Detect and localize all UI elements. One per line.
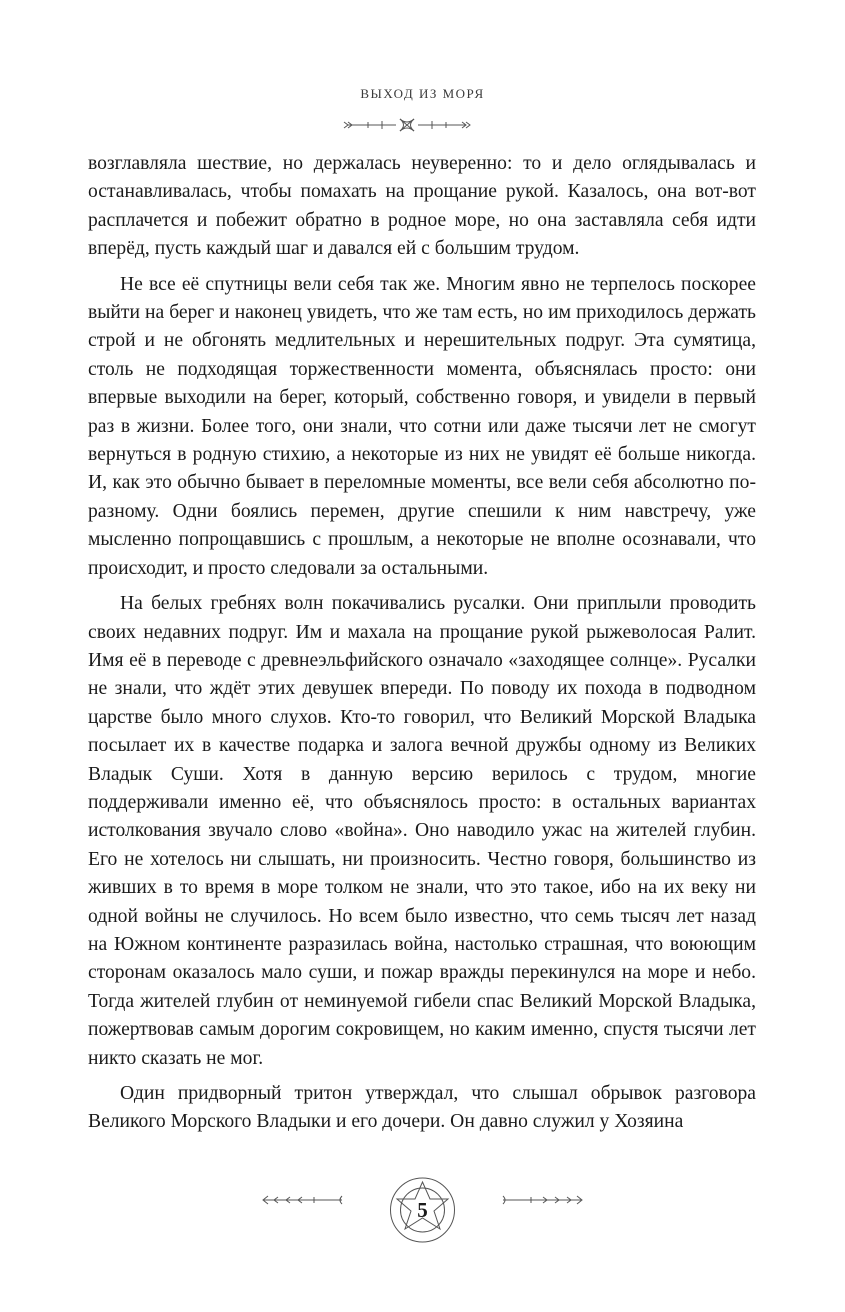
paragraph: возглавляла шествие, но держалась неуверенно: то и дело оглядывалась и останавливалась, чтобы помахать на прощание рукой. Казалось, она вот-вот расплачется и побежит обратно в родное море, но она заставляла себя идти вперёд, пусть каждый шаг и давался ей с большим трудом. — [88, 153, 756, 260]
paragraph: Не все её спутницы вели себя так же. Многим явно не терпелось поскорее выйти на берег и наконец увидеть, что же там есть, но им приходилось держать строй и не обгонять медлительных и нерешительных подруг. Эта сумятица, столь не подходящая торжественности момента, объяснялась просто: они впервые выходили на берег, который, собственно говоря, и увидели в первый раз в жизни. Более того, они знали, что сотни или даже тысячи лет не смогут вернуться в родную стихию, а некоторые из них не увидят её больше никогда. И, как это обычно бывает в переломные моменты, все вели себя абсолютно по-разному. Одни боялись перемен, другие спешили к ним навстречу, уже мысленно попрощавшись с прошлым, а некоторые не вполне осознавали, что происходит, и просто следовали за остальными. — [88, 273, 756, 579]
page-number: 5 — [417, 1198, 428, 1222]
paragraph: Один придворный тритон утверждал, что слышал обрывок разговора Великого Морского Владыки и его дочери. Он давно служил у Хозяина — [88, 1083, 756, 1133]
running-head: ВЫХОД ИЗ МОРЯ — [360, 86, 485, 101]
body-text — [88, 150, 756, 1137]
paragraph: На белых гребнях волн покачивались русалки. Они приплыли проводить своих недавних подруг. Им и махала на прощание рукой рыжеволосая Ралит. Имя её в переводе с древнеэльфийского означало «заходящее солнце». Русалки не знали, что ждёт этих девушек впереди. По поводу их похода в подводном царстве было много слухов. Кто-то говорил, что Великий Морской Владыка посылает их в качестве подарка и залога вечной дружбы одному из Великих Владык Суши. Хотя в данную версию верилось с трудом, многие поддерживали именно её, что объяснялось просто: в остальных вариантах истолкования звучало слово «война». Оно наводило ужас на жителей глубин. Его не хотелось ни слышать, ни произносить. Честно говоря, большинство из живших в то время в море толком не знали, что это такое, ибо на их веку ни одной войны не случилось. Но всем было известно, что семь тысяч лет назад на Южном континенте разразилась война, настолько страшная, что воюющим сторонам оказалось мало суши, и пожар вражды перекинулся на море и небо. Тогда жителей глубин от неминуемой гибели спас Великий Морской Владыка, пожертвовав самым дорогим сокровищем, но каким именно, спустя тысячи лет никто сказать не мог. — [88, 593, 756, 1069]
arrow-knot-ornament-icon — [342, 116, 472, 134]
